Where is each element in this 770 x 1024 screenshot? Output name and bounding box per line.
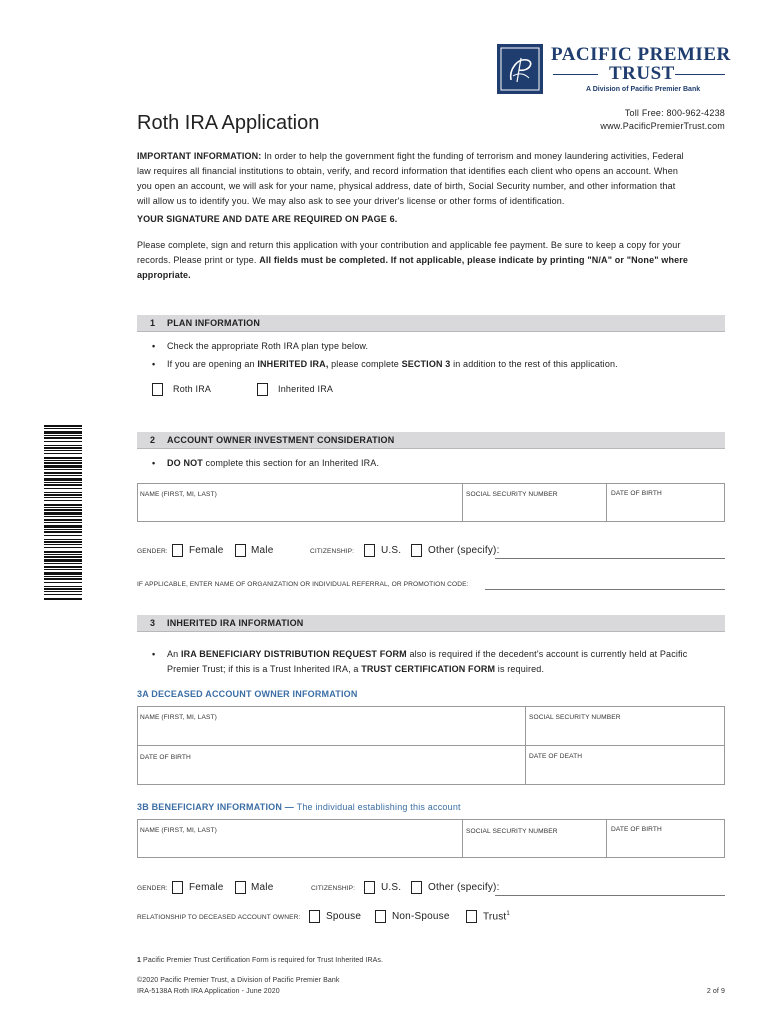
bullet-bold: TRUST CERTIFICATION FORM: [361, 664, 496, 674]
copyright: ©2020 Pacific Premier Trust, a Division of Pacific Premier Bank: [137, 977, 340, 984]
female-label: Female: [189, 545, 224, 556]
brand-rule-right: [675, 74, 725, 75]
section-title: PLAN INFORMATION: [167, 318, 261, 328]
bullet-item: [167, 647, 687, 677]
important-text: In order to help the government fight the funding of terrorism and money laundering activities, Federal: [261, 151, 684, 161]
bullet-text: please complete: [328, 359, 402, 369]
owner-dob-field[interactable]: [607, 484, 724, 521]
form-id: IRA-5138A Roth IRA Application - June 2020: [137, 988, 280, 995]
barcode-icon: [44, 425, 82, 601]
footnote-marker: 1: [506, 911, 510, 917]
subsection-3b-heading: [137, 802, 461, 812]
bullet-item: • Check the appropriate Roth IRA plan type below.: [167, 341, 368, 351]
footnote-text: Pacific Premier Trust Certification Form is required for Trust Inherited IRAs.: [141, 957, 384, 964]
beneficiary-name-label: NAME (FIRST, MI, LAST): [140, 827, 217, 834]
important-text: you open an account, we will ask for your name, physical address, date of birth, Social Security number, and other information that: [137, 181, 676, 191]
deceased-ssn-label: SOCIAL SECURITY NUMBER: [529, 714, 621, 721]
roth-ira-label: Roth IRA: [173, 384, 212, 394]
pp-monogram-icon: [499, 46, 541, 92]
instructions-text: Please complete, sign and return this application with your contribution and applicable fee payment. Be sure to keep a copy for your: [137, 240, 681, 250]
bullet-item: [167, 458, 379, 468]
inherited-ira-label: Inherited IRA: [278, 384, 334, 394]
bullet-text: in addition to the rest of this application.: [450, 359, 618, 369]
bullet-text: is required.: [495, 664, 545, 674]
citizenship-label: CITIZENSHIP:: [311, 885, 356, 892]
brand-name-line2: TRUST: [609, 63, 675, 84]
deceased-dod-label: DATE OF DEATH: [529, 753, 583, 760]
ssn-label: SOCIAL SECURITY NUMBER: [466, 491, 558, 498]
referral-label: IF APPLICABLE, ENTER NAME OF ORGANIZATION OR INDIVIDUAL REFERRAL, OR PROMOTION CODE:: [137, 581, 469, 588]
subsection-3a-heading: 3A DECEASED ACCOUNT OWNER INFORMATION: [137, 689, 358, 699]
brand-logo: [497, 44, 543, 94]
page-title: Roth IRA Application: [137, 112, 320, 134]
beneficiary-male-checkbox[interactable]: [235, 881, 246, 894]
referral-field[interactable]: [485, 589, 725, 590]
deceased-name-label: NAME (FIRST, MI, LAST): [140, 714, 217, 721]
footnote: [137, 957, 383, 964]
relationship-label: RELATIONSHIP TO DECEASED ACCOUNT OWNER:: [137, 914, 301, 921]
beneficiary-female-checkbox[interactable]: [172, 881, 183, 894]
section-number: 3: [150, 618, 156, 628]
trust-text: Trust: [483, 911, 507, 923]
important-information: [137, 149, 737, 209]
subsection-3b-note: The individual establishing this account: [296, 802, 461, 812]
beneficiary-other-checkbox[interactable]: [411, 881, 422, 894]
inherited-ira-checkbox[interactable]: [257, 383, 268, 396]
male-label: Male: [251, 882, 274, 893]
section-1-header: [137, 315, 725, 332]
bullet-text: complete this section for an Inherited IRA.: [202, 458, 380, 468]
bullet-bold: SECTION 3: [401, 359, 451, 369]
important-label: IMPORTANT INFORMATION:: [137, 151, 262, 161]
bullet-bold: INHERITED IRA,: [257, 359, 329, 369]
spouse-checkbox[interactable]: [309, 910, 320, 923]
deceased-name-field[interactable]: [138, 707, 524, 745]
section-number: 2: [150, 435, 156, 445]
spouse-label: Spouse: [326, 911, 362, 922]
bullet-bold: DO NOT: [167, 458, 203, 468]
website-link[interactable]: www.PacificPremierTrust.com: [600, 121, 725, 131]
other-checkbox[interactable]: [411, 544, 422, 557]
instructions-text: records. Please print or type.: [137, 255, 260, 265]
roth-ira-checkbox[interactable]: [152, 383, 163, 396]
beneficiary-dob-field[interactable]: [607, 820, 724, 857]
male-label: Male: [251, 545, 274, 556]
bullet-text: Premier Trust; if this is a Trust Inherited IRA, a: [167, 664, 362, 674]
bullet-text: If you are opening an: [167, 359, 258, 369]
deceased-dob-field[interactable]: [138, 746, 524, 784]
other-label: Other (specify):: [428, 545, 500, 556]
section-2-header: [137, 432, 725, 449]
male-checkbox[interactable]: [235, 544, 246, 557]
important-text: will allow us to identify you. We may also ask to see your driver's license or other forms of identification.: [137, 196, 565, 206]
us-label: U.S.: [381, 882, 402, 893]
female-label: Female: [189, 882, 224, 893]
bullet-item: [167, 359, 618, 369]
brand-name-line1: PACIFIC PREMIER: [551, 44, 731, 65]
us-checkbox[interactable]: [364, 544, 375, 557]
non-spouse-checkbox[interactable]: [375, 910, 386, 923]
subsection-3b-title: 3B BENEFICIARY INFORMATION —: [137, 802, 297, 812]
bullet-bold: IRA BENEFICIARY DISTRIBUTION REQUEST FORM: [180, 649, 407, 659]
section-3-header: [137, 615, 725, 632]
section-title: ACCOUNT OWNER INVESTMENT CONSIDERATION: [167, 435, 395, 445]
owner-ssn-field[interactable]: [463, 484, 605, 521]
trust-label: [483, 911, 510, 922]
important-text: law requires all financial institutions to obtain, verify, and record information that identifies each client who opens an account. When: [137, 166, 679, 176]
instructions-bold: appropriate.: [137, 270, 191, 280]
non-spouse-label: Non-Spouse: [392, 911, 450, 922]
beneficiary-ssn-label: SOCIAL SECURITY NUMBER: [466, 828, 558, 835]
section-number: 1: [150, 318, 156, 328]
section-title: INHERITED IRA INFORMATION: [167, 618, 304, 628]
citizenship-label: CITIZENSHIP:: [310, 548, 355, 555]
us-label: U.S.: [381, 545, 402, 556]
deceased-dob-label: DATE OF BIRTH: [140, 754, 191, 761]
bullet-text: An: [167, 649, 181, 659]
page-number: 2 of 9: [706, 988, 725, 995]
other-label: Other (specify):: [428, 882, 500, 893]
deceased-dod-field[interactable]: [526, 746, 724, 784]
beneficiary-other-specify-field[interactable]: [495, 895, 725, 896]
gender-label: GENDER:: [137, 548, 168, 555]
name-label: NAME (FIRST, MI, LAST): [140, 491, 217, 498]
female-checkbox[interactable]: [172, 544, 183, 557]
instructions-bold: All fields must be completed. If not applicable, please indicate by printing "N/A" or "None" where: [259, 255, 689, 265]
gender-label: GENDER:: [137, 885, 168, 892]
other-specify-field[interactable]: [495, 558, 725, 559]
brand-division: A Division of Pacific Premier Bank: [586, 86, 701, 93]
toll-free: Toll Free: 800-962-4238: [624, 108, 725, 118]
instructions: [137, 238, 737, 283]
beneficiary-dob-label: DATE OF BIRTH: [611, 826, 662, 833]
deceased-ssn-field[interactable]: [526, 707, 724, 745]
beneficiary-us-checkbox[interactable]: [364, 881, 375, 894]
footnote-number: 1: [137, 957, 141, 964]
trust-checkbox[interactable]: [466, 910, 477, 923]
beneficiary-ssn-field[interactable]: [463, 820, 605, 857]
dob-label: DATE OF BIRTH: [611, 490, 662, 497]
bullet-text: also is required if the decedent's account is currently held at Pacific: [406, 649, 688, 659]
brand-rule-left: [553, 74, 598, 75]
signature-notice: YOUR SIGNATURE AND DATE ARE REQUIRED ON PAGE 6.: [137, 214, 398, 224]
